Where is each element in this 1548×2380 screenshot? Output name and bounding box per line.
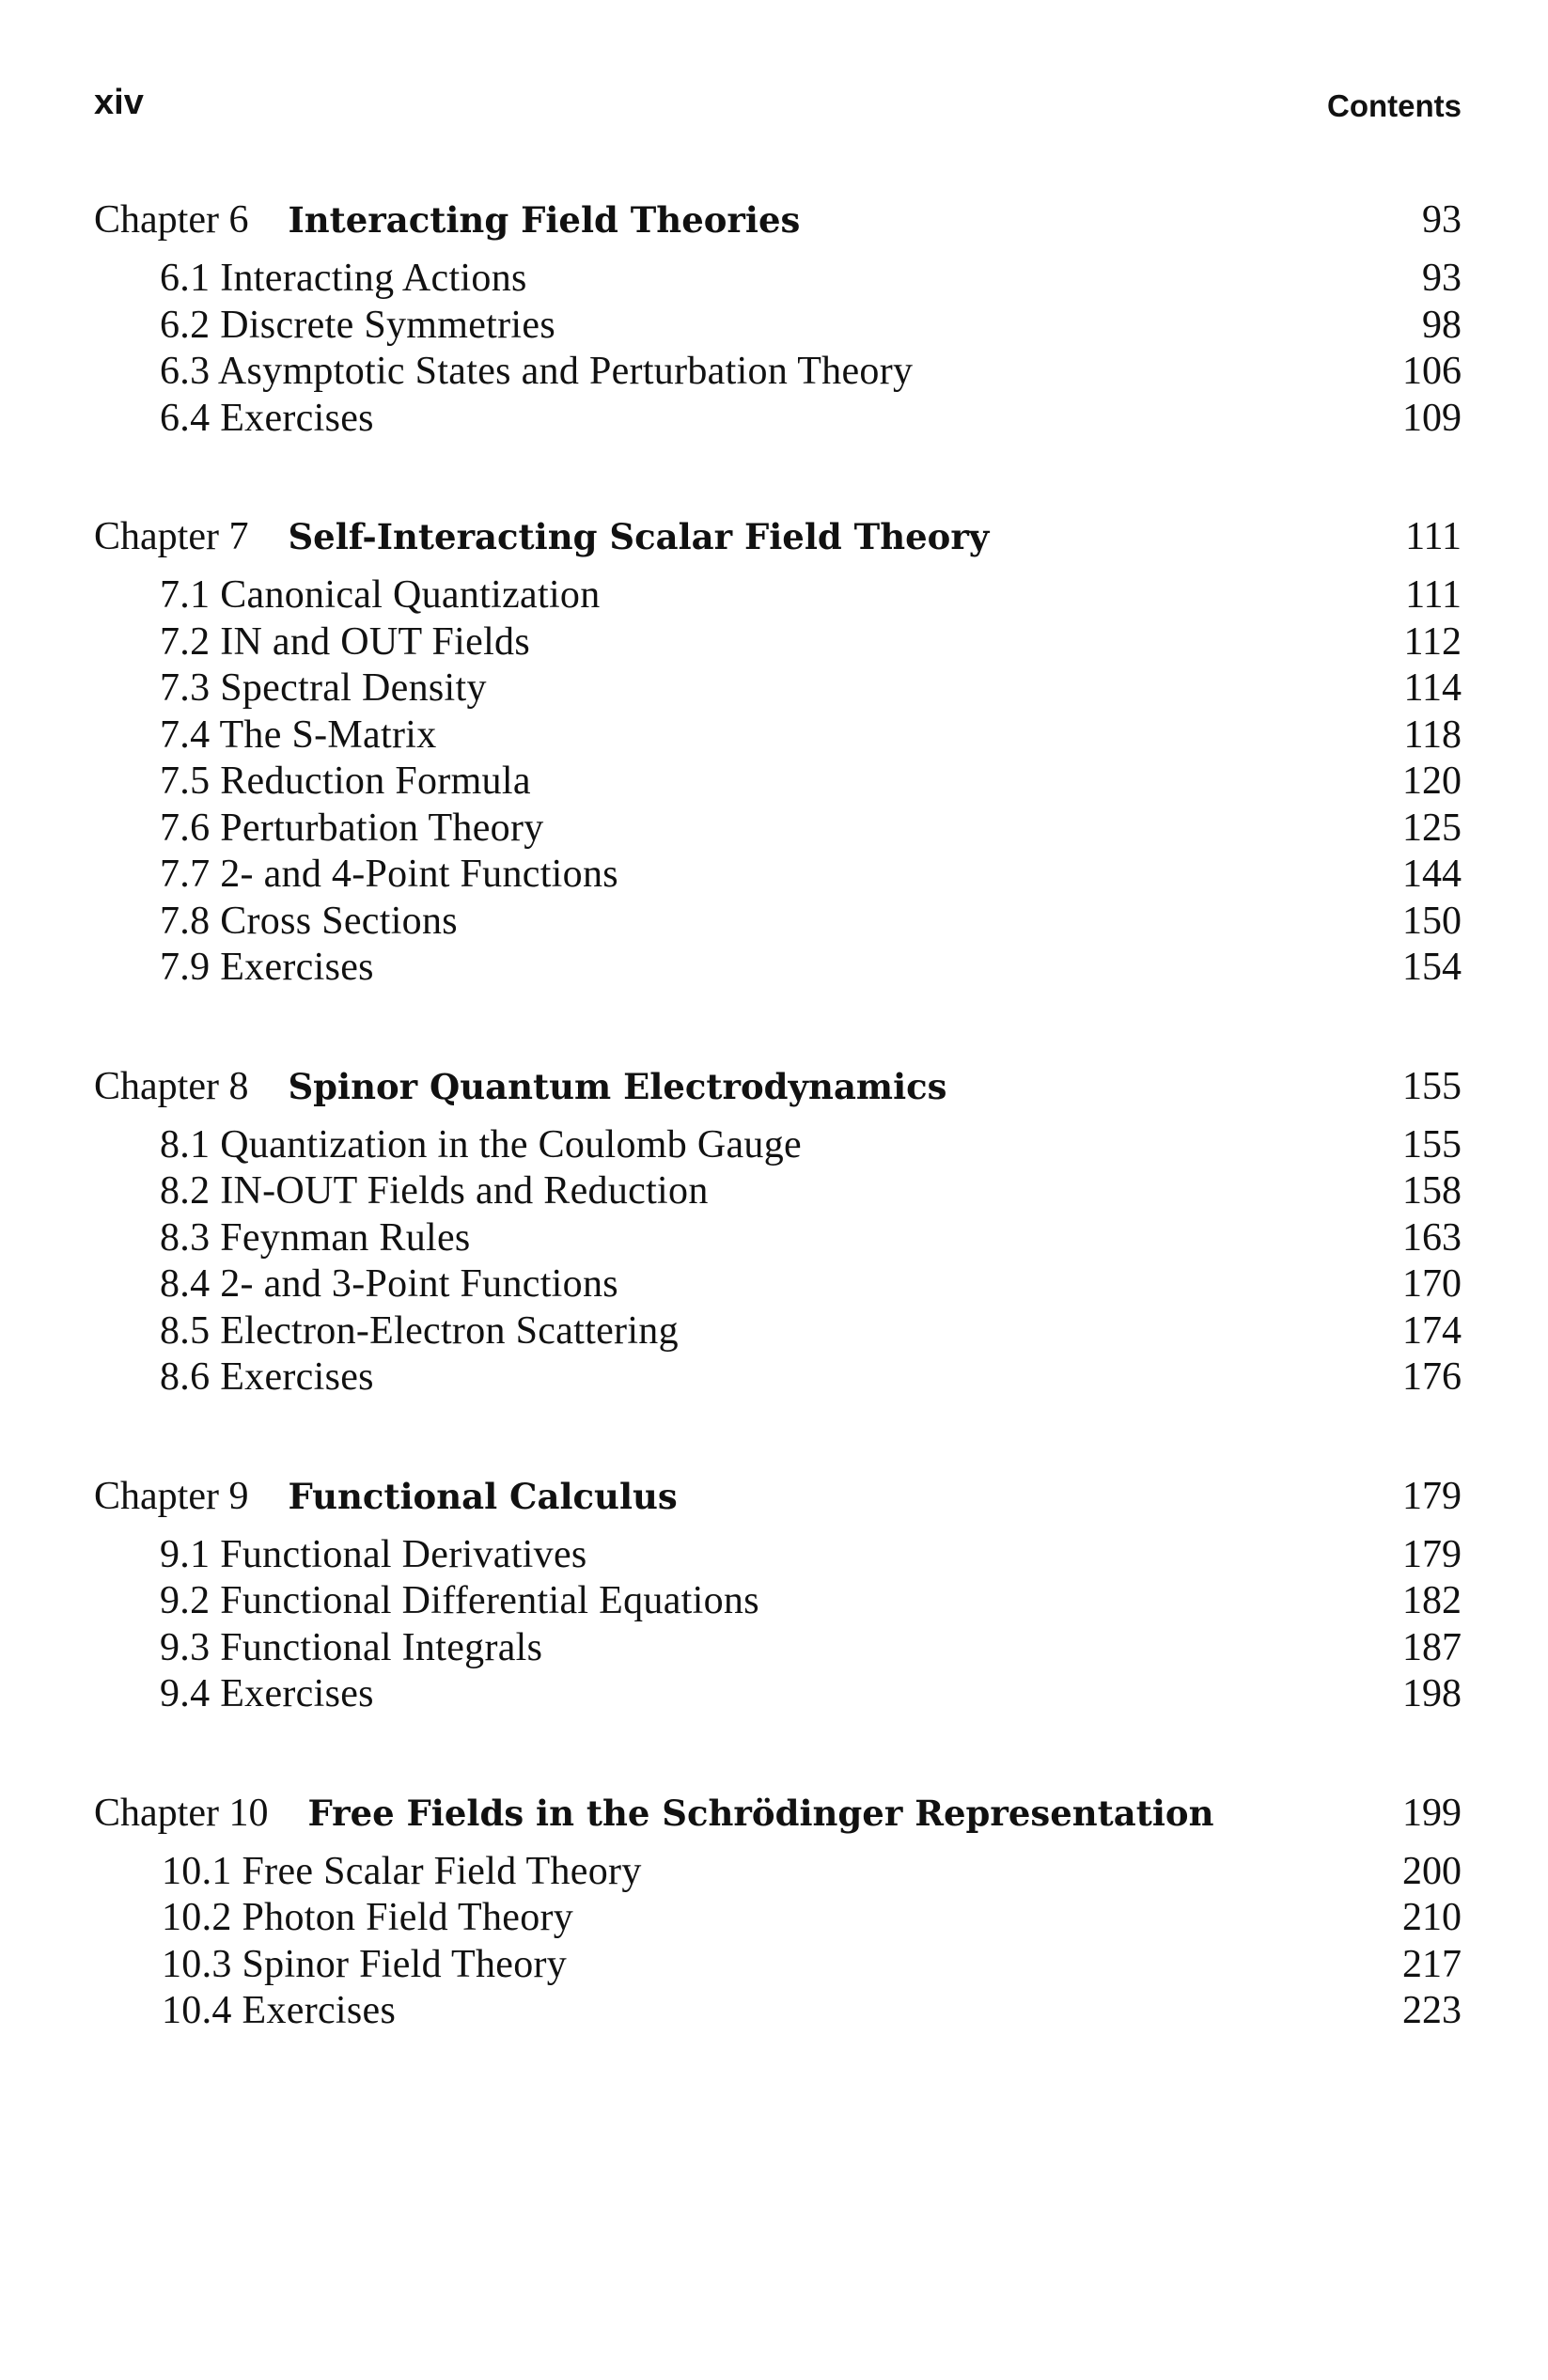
chapter-6 bbox=[94, 192, 1462, 442]
section-title: 7.8 Cross Sections bbox=[160, 899, 458, 943]
section-page-number: 118 bbox=[1403, 712, 1462, 757]
section-entry bbox=[94, 1168, 1462, 1215]
section-entry bbox=[94, 1261, 1462, 1308]
chapter-label: Chapter 7 bbox=[94, 515, 249, 558]
section-title: 7.6 Perturbation Theory bbox=[160, 806, 544, 850]
section-page-number: 93 bbox=[1422, 257, 1462, 300]
section-page-number: 210 bbox=[1402, 1896, 1462, 1939]
section-entry bbox=[94, 349, 1462, 396]
section-page-number: 174 bbox=[1402, 1308, 1462, 1353]
section-entry bbox=[94, 1308, 1462, 1355]
section-entry bbox=[94, 899, 1462, 946]
section-title: 8.4 2- and 3-Point Functions bbox=[160, 1262, 618, 1306]
section-title: 10.2 Photon Field Theory bbox=[162, 1896, 574, 1939]
section-entry bbox=[94, 1849, 1462, 1896]
section-page-number: 179 bbox=[1402, 1532, 1462, 1576]
chapter-7 bbox=[94, 509, 1462, 992]
section-title: 9.4 Exercises bbox=[160, 1672, 374, 1715]
chapter-9 bbox=[94, 1468, 1462, 1718]
section-title: 7.5 Reduction Formula bbox=[160, 759, 531, 803]
section-entry bbox=[94, 1671, 1462, 1718]
section-title: 10.4 Exercises bbox=[162, 1989, 397, 2032]
section-title: 7.4 The S-Matrix bbox=[160, 712, 437, 757]
section-entry bbox=[94, 1988, 1462, 2035]
chapter-page-number: 111 bbox=[1405, 515, 1462, 558]
section-title: 7.1 Canonical Quantization bbox=[160, 573, 601, 617]
chapter-title: Spinor Quantum Electrodynamics bbox=[288, 1065, 947, 1107]
section-entry bbox=[94, 712, 1462, 759]
chapter-label: Chapter 8 bbox=[94, 1064, 249, 1108]
section-entry bbox=[94, 1578, 1462, 1625]
section-page-number: 176 bbox=[1402, 1355, 1462, 1399]
section-page-number: 198 bbox=[1402, 1672, 1462, 1715]
section-entry bbox=[94, 1895, 1462, 1942]
section-title: 7.7 2- and 4-Point Functions bbox=[160, 853, 618, 896]
section-title: 8.2 IN-OUT Fields and Reduction bbox=[160, 1169, 709, 1213]
section-page-number: 120 bbox=[1402, 759, 1462, 803]
section-title: 8.5 Electron-Electron Scattering bbox=[160, 1308, 679, 1353]
section-title: 6.1 Interacting Actions bbox=[160, 257, 527, 300]
chapter-title: Functional Calculus bbox=[288, 1475, 678, 1517]
section-page-number: 144 bbox=[1402, 853, 1462, 896]
section-page-number: 125 bbox=[1402, 806, 1462, 850]
chapter-heading bbox=[94, 1058, 1462, 1115]
section-title: 9.1 Functional Derivatives bbox=[160, 1532, 587, 1576]
chapter-heading bbox=[94, 1468, 1462, 1525]
section-title: 9.2 Functional Differential Equations bbox=[160, 1579, 759, 1622]
section-title: 9.3 Functional Integrals bbox=[160, 1625, 543, 1669]
section-page-number: 111 bbox=[1405, 573, 1462, 617]
section-entry bbox=[94, 256, 1462, 303]
chapter-heading bbox=[94, 1785, 1462, 1841]
chapter-title: Interacting Field Theories bbox=[288, 199, 801, 241]
section-page-number: 98 bbox=[1422, 303, 1462, 347]
section-entry bbox=[94, 806, 1462, 853]
section-entry bbox=[94, 1532, 1462, 1579]
chapter-label: Chapter 9 bbox=[94, 1474, 249, 1518]
section-page-number: 200 bbox=[1402, 1849, 1462, 1893]
section-page-number: 223 bbox=[1402, 1989, 1462, 2032]
section-entry bbox=[94, 1354, 1462, 1401]
section-page-number: 154 bbox=[1402, 946, 1462, 989]
section-title: 7.2 IN and OUT Fields bbox=[160, 619, 530, 664]
section-entry bbox=[94, 1942, 1462, 1989]
chapter-page-number: 179 bbox=[1402, 1474, 1462, 1518]
section-page-number: 114 bbox=[1403, 666, 1462, 710]
section-title: 6.3 Asymptotic States and Perturbation Theory bbox=[160, 350, 914, 393]
section-page-number: 163 bbox=[1402, 1215, 1462, 1260]
section-page-number: 182 bbox=[1402, 1579, 1462, 1622]
section-entry bbox=[94, 665, 1462, 712]
section-title: 8.6 Exercises bbox=[160, 1355, 374, 1399]
table-of-contents bbox=[94, 192, 1462, 2102]
section-entry bbox=[94, 1625, 1462, 1672]
section-page-number: 217 bbox=[1402, 1942, 1462, 1986]
section-entry bbox=[94, 572, 1462, 619]
chapter-label: Chapter 6 bbox=[94, 198, 249, 242]
chapter-8 bbox=[94, 1058, 1462, 1401]
section-title: 10.1 Free Scalar Field Theory bbox=[162, 1849, 642, 1893]
section-title: 6.4 Exercises bbox=[160, 396, 374, 440]
section-page-number: 150 bbox=[1402, 899, 1462, 943]
chapter-heading bbox=[94, 192, 1462, 248]
section-title: 8.1 Quantization in the Coulomb Gauge bbox=[160, 1122, 802, 1167]
section-title: 7.3 Spectral Density bbox=[160, 666, 487, 710]
section-entry bbox=[94, 945, 1462, 992]
section-entry bbox=[94, 619, 1462, 666]
chapter-title: Self-Interacting Scalar Field Theory bbox=[288, 516, 990, 557]
header-page-number: xiv bbox=[94, 83, 144, 122]
header-section-title: Contents bbox=[1327, 88, 1462, 123]
section-page-number: 170 bbox=[1402, 1262, 1462, 1306]
chapter-10 bbox=[94, 1785, 1462, 2035]
chapter-title: Free Fields in the Schrödinger Representation bbox=[307, 1792, 1214, 1834]
chapter-page-number: 155 bbox=[1402, 1064, 1462, 1108]
section-title: 6.2 Discrete Symmetries bbox=[160, 303, 555, 347]
section-page-number: 158 bbox=[1402, 1169, 1462, 1213]
chapter-label: Chapter 10 bbox=[94, 1791, 269, 1835]
chapter-page-number: 199 bbox=[1402, 1791, 1462, 1835]
section-title: 7.9 Exercises bbox=[160, 946, 374, 989]
section-entry bbox=[94, 303, 1462, 350]
section-entry bbox=[94, 396, 1462, 443]
section-entry bbox=[94, 759, 1462, 806]
chapter-page-number: 93 bbox=[1422, 198, 1462, 242]
running-header bbox=[94, 83, 1462, 130]
chapter-heading bbox=[94, 509, 1462, 565]
section-entry bbox=[94, 1122, 1462, 1169]
section-page-number: 187 bbox=[1402, 1625, 1462, 1669]
section-page-number: 109 bbox=[1402, 396, 1462, 440]
section-page-number: 106 bbox=[1402, 350, 1462, 393]
section-entry bbox=[94, 1215, 1462, 1262]
section-page-number: 155 bbox=[1402, 1122, 1462, 1167]
section-page-number: 112 bbox=[1403, 619, 1462, 664]
section-title: 8.3 Feynman Rules bbox=[160, 1215, 471, 1260]
section-title: 10.3 Spinor Field Theory bbox=[162, 1942, 568, 1986]
section-entry bbox=[94, 852, 1462, 899]
